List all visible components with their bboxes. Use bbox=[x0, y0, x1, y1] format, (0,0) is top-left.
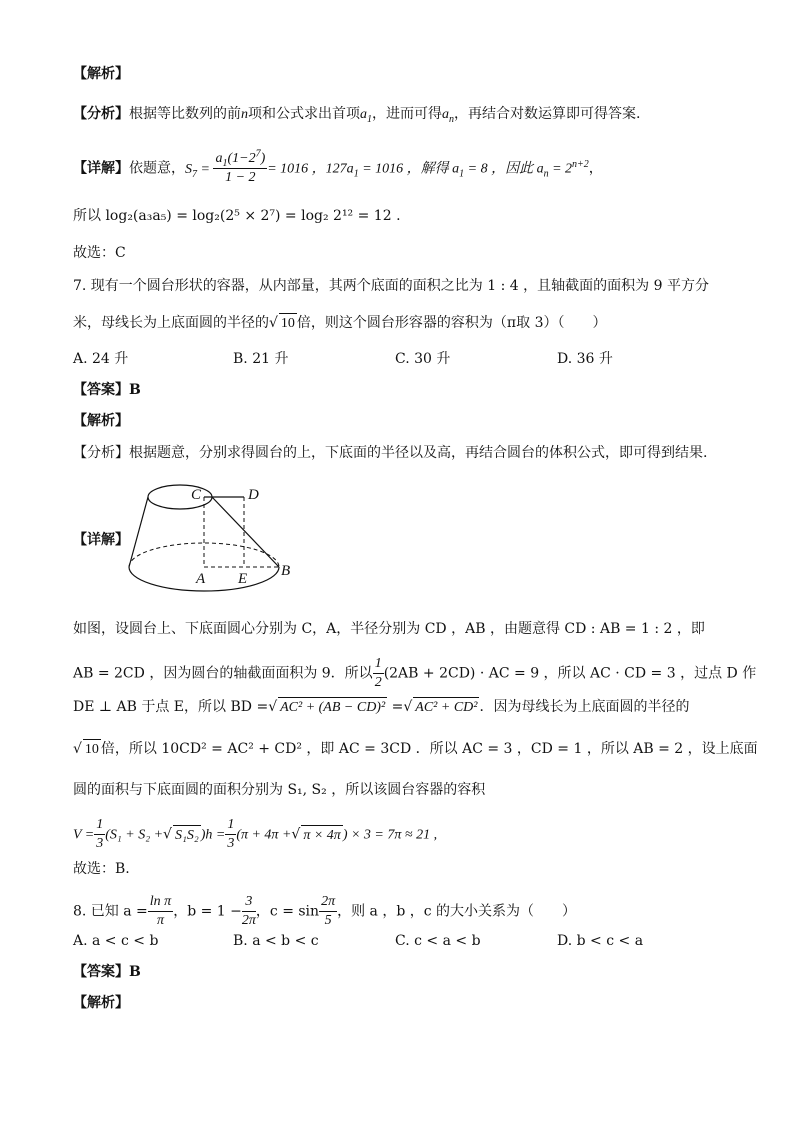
section-heading-analysis-3: 【解析】 bbox=[73, 995, 129, 1011]
q8-text-b: ，b = 1 − bbox=[173, 903, 242, 920]
v-result: ) × 3 = 7π ≈ 21 , bbox=[342, 827, 438, 843]
section-heading-analysis-1: 【解析】 bbox=[73, 66, 129, 82]
detail-tag-2: 【详解】 bbox=[73, 532, 129, 548]
analysis-text-b: 项和公式求出首项 bbox=[248, 106, 360, 122]
v-sqrt-pi: π × 4π bbox=[301, 825, 342, 846]
label-a: A bbox=[196, 571, 206, 587]
q8-text-a: 8. 已知 a = bbox=[73, 903, 148, 920]
q7-option-a: A. 24 升 bbox=[73, 351, 129, 367]
detail-line-1: 【详解】依题意，$S_7$ = $\frac{a_1(1-2^7)}{1 - 2}$ = 1016 ，$127a_1 = 1016$ ，解得 $a_1 = 8$ ，因此 $a_n = 2^{n+2}$， bbox=[73, 148, 603, 185]
answer-8: 【答案】B bbox=[73, 964, 141, 980]
solution-para-4: √ 10 倍，所以 10CD² = AC² + CD² ，即 AC = 3CD ．所以 AC = 3 ，CD = 1 ，所以 AB = 2 ，设上底面 bbox=[73, 739, 758, 760]
question-8 bbox=[73, 893, 576, 930]
q7-text-a: 米，母线长为上底面圆的半径的 bbox=[73, 315, 269, 331]
var-n: n bbox=[241, 107, 248, 122]
question-7-line-2: 米，母线长为上底面圆的半径的√ 10 倍，则这个圆台形容器的容积为（π取 3）（ ） bbox=[73, 313, 606, 334]
eq-end: ， bbox=[588, 160, 603, 177]
eq-power: = 2 bbox=[548, 161, 573, 177]
half-fraction: $\frac{1}{2}$ bbox=[374, 656, 382, 690]
q8-text-c: ，c = sin bbox=[255, 903, 320, 920]
p3-sqrt-2: AC² + CD² bbox=[413, 697, 479, 718]
third-fraction-2: $\frac{1}{3}$ bbox=[227, 817, 235, 851]
third-fraction-1: $\frac{1}{3}$ bbox=[96, 817, 104, 851]
analysis-line-2: 【分析】根据题意，分别求得圆台的上，下底面的半径以及高，再结合圆台的体积公式，即可得到结果. bbox=[73, 445, 708, 461]
sum-fraction: $\frac{a_1(1-2^7)}{1 - 2}$ bbox=[215, 148, 266, 185]
frac-c: $\frac{2\pi}{5}$ bbox=[321, 894, 336, 928]
question-7-line-1: 7. 现有一个圆台形状的容器，从内部量，其两个底面的面积之比为 1 : 4 ，且轴截面的面积为 9 平方分 bbox=[73, 278, 709, 294]
v-sum: (S₁ + S₂ + bbox=[105, 827, 164, 843]
var-an: $a_n$ bbox=[442, 107, 454, 125]
eq-exponent: n+2 bbox=[572, 158, 589, 170]
p2-text-a: AB = 2CD ，因为圆台的轴截面面积为 9．所以 bbox=[73, 665, 373, 682]
v-eq: V = bbox=[73, 827, 95, 843]
q8-option-a: A. a < c < b bbox=[73, 933, 159, 949]
result-line-1: 所以 log₂(a₃a₅) = log₂(2⁵ × 2⁷) = log₂ 2¹² = 12 . bbox=[73, 208, 401, 224]
q7-sqrt10: 10 bbox=[279, 313, 297, 334]
section-heading-analysis-2: 【解析】 bbox=[73, 413, 129, 429]
solution-para-3: DE ⊥ AB 于点 E，所以 BD =√ AC² + (AB − CD)² =√ AC² + CD² ．因为母线长为上底面圆的半径的 bbox=[73, 697, 689, 718]
q8-option-c: C. c < a < b bbox=[395, 933, 481, 949]
frac-b: $\frac{3}{2\pi}$ bbox=[241, 894, 256, 928]
q7-option-d: D. 36 升 bbox=[557, 351, 613, 367]
frac-a: $\frac{\text{ln π}}{\pi}$ bbox=[149, 894, 172, 928]
q7-option-c: C. 30 升 bbox=[395, 351, 451, 367]
label-b: B bbox=[281, 563, 291, 579]
volume-formula: V = $\frac{1}{3}$ (S₁ + S₂ +√ S₁S₂ )h = $\frac{1}{3}$ (π + 4π +√ π × 4π ) × 3 = 7π ≈ 21 , bbox=[73, 817, 438, 851]
detail-tag: 【详解】 bbox=[73, 160, 129, 177]
p4-sqrt10: 10 bbox=[83, 739, 101, 760]
choice-line-1: 故选：C bbox=[73, 245, 126, 261]
p3-eq: = bbox=[387, 699, 404, 715]
p4-text: 倍，所以 10CD² = AC² + CD² ，即 AC = 3CD ．所以 AC = 3 ，CD = 1 ，所以 AB = 2 ，设上底面 bbox=[100, 741, 758, 757]
analysis-line-1 bbox=[73, 104, 640, 125]
solution-para-2 bbox=[73, 655, 756, 692]
label-d: D bbox=[248, 487, 259, 503]
answer-7: 【答案】B bbox=[73, 382, 141, 398]
choice-line-2: 故选：B. bbox=[73, 861, 130, 877]
left-generatrix bbox=[129, 497, 148, 567]
label-c: C bbox=[191, 487, 202, 503]
analysis-tag: 【分析】 bbox=[73, 106, 129, 122]
right-generatrix bbox=[212, 497, 279, 567]
v-sqrt-s1s2: S₁S₂ bbox=[173, 825, 201, 846]
analysis-text-c: ，进而可得 bbox=[372, 106, 442, 122]
p3-text-e: ．因为母线长为上底面圆的半径的 bbox=[479, 699, 690, 715]
p3-sqrt-1: AC² + (AB − CD)² bbox=[278, 697, 387, 718]
detail-text-a: 依题意， bbox=[129, 160, 185, 177]
p2-text-b: (2AB + 2CD) · AC = 9 ，所以 AC · CD = 3 ，过点 D 作 bbox=[383, 665, 757, 682]
eq-an: = 8 ，因此 a bbox=[464, 161, 544, 177]
q8-text-d: ，则 a ，b ，c 的大小关系为（ ） bbox=[337, 903, 577, 920]
var-a1: $a_1$ bbox=[360, 107, 372, 125]
q7-option-b: B. 21 升 bbox=[233, 351, 289, 367]
v-pi-sum: (π + 4π + bbox=[236, 827, 292, 843]
analysis-text-a: 根据等比数列的前 bbox=[129, 106, 241, 122]
label-e: E bbox=[238, 571, 248, 587]
q8-option-d: D. b < c < a bbox=[557, 933, 644, 949]
v-h: )h = bbox=[200, 827, 226, 843]
eq-1016: = 1016 ，127a bbox=[267, 161, 354, 177]
q7-text-c: 倍，则这个圆台形容器的容积为（π取 3）（ ） bbox=[296, 315, 607, 331]
solution-para-5: 圆的面积与下底面圆的面积分别为 S₁, S₂ ，所以该圆台容器的容积 bbox=[73, 782, 486, 798]
analysis-text-d: ，再结合对数运算即可得答案. bbox=[454, 106, 641, 122]
sum-s7: $S_7$ = bbox=[185, 161, 214, 180]
p3-text-a: DE ⊥ AB 于点 E，所以 BD = bbox=[73, 699, 269, 715]
q8-option-b: B. a < b < c bbox=[233, 933, 319, 949]
frustum-figure bbox=[124, 475, 294, 595]
solution-para-1: 如图，设圆台上、下底面圆心分别为 C，A，半径分别为 CD ，AB ，由题意得 CD : AB = 1 : 2 ，即 bbox=[73, 621, 705, 637]
top-ellipse bbox=[148, 485, 212, 509]
eq-solve: = 1016 ，解得 a bbox=[358, 161, 460, 177]
